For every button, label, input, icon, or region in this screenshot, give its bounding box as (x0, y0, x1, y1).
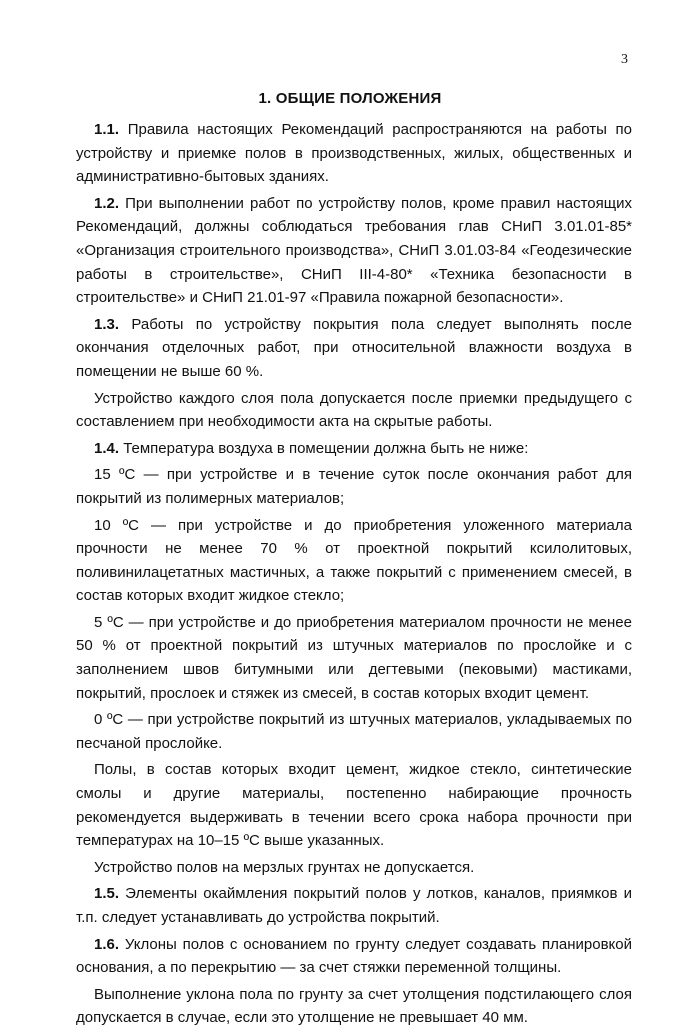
paragraph-text: Устройство полов на мерзлых грунтах не допускается. (94, 858, 475, 876)
paragraph-text: 15 ºС — при устройстве и в течение суток после окончания работ для покрытий из полимерных материалов; (76, 466, 632, 507)
paragraph (76, 387, 632, 434)
clause-number: 1.1. (94, 121, 120, 138)
paragraph-text: При выполнении работ по устройству полов, кроме правил настоящих Рекомендаций, должны соблюдаться требования глав СНиП 3.01.01-85* «Организация строительного производства», СНиП 3.01.03-84 «Геодезические работы в строительстве», СНиП III-4-80* «Техника безопасности в строительстве» и СНиП 21.01-97 «Правила пожарной безопасности». (76, 194, 632, 307)
paragraph (76, 192, 632, 310)
clause-number: 1.3. (94, 315, 120, 333)
paragraph (76, 437, 632, 461)
paragraph (76, 983, 632, 1030)
page-number: 3 (621, 52, 628, 67)
paragraph-text: Полы, в состав которых входит цемент, жидкое стекло, синтетические смолы и другие материалы, постепенно набирающие прочность рекомендуется выдерживать в течении всего срока набора прочности при температурах на 10–15 ºС выше указанных. (76, 761, 632, 850)
paragraph (76, 611, 632, 705)
paragraph (76, 313, 632, 384)
clause-number: 1.2. (94, 194, 120, 212)
clause-number: 1.4. (94, 439, 120, 457)
paragraph-text: Работы по устройству покрытия пола следует выполнять после окончания отделочных работ, при относительной влажности воздуха в помещении не выше 60 %. (76, 315, 633, 380)
clause-number: 1.6. (94, 935, 120, 953)
paragraph (76, 758, 632, 852)
paragraph (76, 463, 632, 510)
paragraph (76, 933, 632, 980)
paragraph-text: Устройство каждого слоя пола допускается после приемки предыдущего с составлением при необходимости акта на скрытые работы. (76, 389, 632, 431)
body-text (76, 118, 632, 1033)
paragraph-text: Элементы окаймления покрытий полов у лотков, каналов, приямков и т.п. следует устанавливать до устройства покрытий. (76, 885, 632, 926)
paragraph (76, 514, 632, 608)
paragraph (76, 882, 632, 929)
paragraph-text: Температура воздуха в помещении должна быть не ниже: (123, 439, 529, 457)
paragraph (76, 118, 632, 189)
paragraph-text: 5 ºС — при устройстве и до приобретения материалом прочности не менее 50 % от проектной покрытий из штучных материалов по прослойке и с заполнением швов битумными или дегтевыми (пековыми) мастиками, покрытий, прослоек и стяжек из смесей, в состав которых входит цемент. (76, 613, 632, 702)
paragraph-text: Выполнение уклона пола по грунту за счет утолщения подстилающего слоя допускается в случае, если это утолщение не превышает 40 мм. (76, 985, 632, 1027)
paragraph (76, 856, 632, 880)
paragraph-text: Правила настоящих Рекомендаций распространяются на работы по устройству и приемке полов в производственных, жилых, общественных и административно-бытовых зданиях. (76, 121, 632, 186)
paragraph-text: 10 ºС — при устройстве и до приобретения уложенного материала прочности не менее 70 % от проектной покрытий ксилолитовых, поливинилацетатных мастичных, а также покрытий с применением смесей, в состав которых входит жидкое стекло; (76, 516, 632, 605)
section-heading: 1. ОБЩИЕ ПОЛОЖЕНИЯ (258, 90, 442, 107)
paragraph-text: Уклоны полов с основанием по грунту следует создавать планировкой основания, а по перекрытию — за счет стяжки переменной толщины. (76, 935, 633, 977)
clause-number: 1.5. (94, 885, 120, 903)
paragraph-text: 0 ºС — при устройстве покрытий из штучных материалов, укладываемых по песчаной прослойке. (76, 711, 632, 752)
paragraph (76, 708, 632, 755)
